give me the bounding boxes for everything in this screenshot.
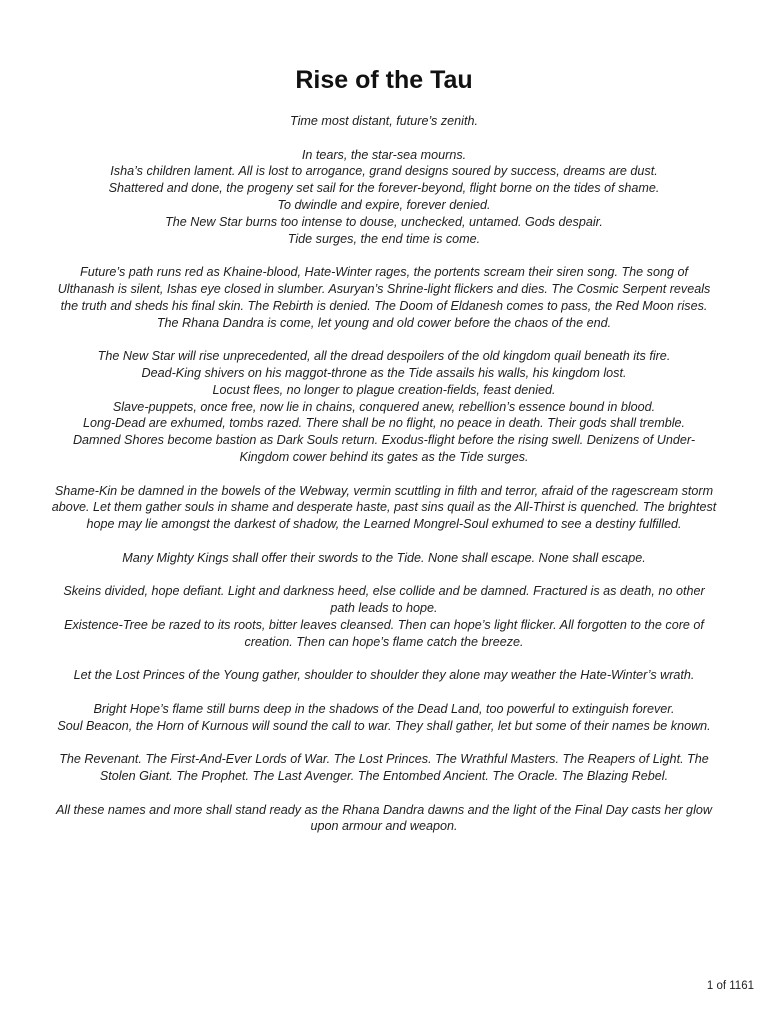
poem-stanza [50, 147, 718, 248]
poem-line: Existence-Tree be razed to its roots, bitter leaves cleansed. Then can hope’s light flicker. All forgotten to the core of creation. Then can hope’s flame catch the breeze. [64, 617, 704, 649]
page-number-indicator: 1 of 1161 [706, 980, 754, 992]
poem-stanza [50, 802, 718, 836]
poem-line: The Rhana Dandra is come, let young and old cower before the chaos of the end. [156, 315, 612, 330]
poem-stanza [50, 583, 718, 650]
poem-line: Slave-puppets, once free, now lie in chains, conquered anew, rebellion’s essence bound in blood. [112, 399, 656, 414]
poem-line: In tears, the star-sea mourns. [301, 147, 467, 162]
poem-line: The New Star will rise unprecedented, all the dread despoilers of the old kingdom quail beneath its fire. [97, 349, 671, 364]
poem-line: Isha’s children lament. All is lost to arrogance, grand designs soured by success, dreams are dust. [110, 164, 658, 179]
poem-line: The Revenant. The First-And-Ever Lords of War. The Lost Princes. The Wrathful Masters. The Reapers of Light. The Stolen Giant. The Prophet. The Last Avenger. The Entombed Ancient. The Oracle. The Blazing Rebel. [59, 752, 709, 784]
poem-line: Many Mighty Kings shall offer their swords to the Tide. None shall escape. None shall escape. [122, 550, 646, 565]
page-title: Rise of the Tau [295, 66, 473, 94]
poem-line: Skeins divided, hope defiant. Light and darkness heed, else collide and be damned. Fractured is as death, no other path leads to hope. [63, 584, 705, 616]
poem-body [50, 113, 718, 852]
poem-line: Long-Dead are exhumed, tombs razed. There shall be no flight, no peace in death. Their gods shall tremble. [82, 416, 686, 431]
poem-line: Locust flees, no longer to plague creation-fields, feast denied. [212, 382, 556, 397]
poem-stanza [50, 667, 718, 684]
poem-line: Bright Hope’s flame still burns deep in the shadows of the Dead Land, too powerful to extinguish forever. [93, 701, 675, 716]
poem-line: Soul Beacon, the Horn of Kurnous will sound the call to war. They shall gather, let but some of their names be known. [57, 718, 711, 733]
poem-stanza [50, 264, 718, 331]
poem-stanza [50, 483, 718, 533]
poem-line: Damned Shores become bastion as Dark Souls return. Exodus-flight before the rising swell. Denizens of Under-Kingdom cower behind its gates as the Tide surges. [72, 433, 696, 464]
poem-stanza [50, 348, 718, 466]
poem-line: Future’s path runs red as Khaine-blood, Hate-Winter rages, the portents scream their siren song. The song of Ulthanash is silent, Ishas eye closed in slumber. Asuryan’s Shrine-light flickers and dies. The Cosmic Serpent reveals the truth and sheds his final skin. The Rebirth is denied. The Doom of Eldanesh comes to pass, the Red Moon rises. [57, 265, 711, 313]
poem-line: Shame-Kin be damned in the bowels of the Webway, vermin scuttling in filth and terror, afraid of the ragescream storm above. Let them gather souls in shame and desperate haste, past sins quail as the All-Thirst is quenched. The brightest hope may lie amongst the darkest of shadow, the Learned Mongrel-Soul exhumed to see a destiny fulfilled. [51, 483, 717, 532]
poem-line: Shattered and done, the progeny set sail for the forever-beyond, flight borne on the tides of shame. [108, 181, 660, 196]
poem-stanza [50, 550, 718, 567]
poem-line: Tide surges, the end time is come. [287, 231, 481, 246]
poem-stanza [50, 751, 718, 785]
poem-line: Let the Lost Princes of the Young gather, shoulder to shoulder they alone may weather the Hate-Winter’s wrath. [73, 668, 695, 683]
poem-stanza [50, 113, 718, 130]
poem-line: The New Star burns too intense to douse, unchecked, untamed. Gods despair. [165, 214, 603, 229]
poem-line: All these names and more shall stand ready as the Rhana Dandra dawns and the light of the Final Day casts her glow upon armour and weapon. [56, 802, 712, 834]
poem-line: To dwindle and expire, forever denied. [277, 197, 491, 212]
poem-line: Dead-King shivers on his maggot-throne as the Tide assails his walls, his kingdom lost. [141, 365, 627, 380]
poem-stanza [50, 701, 718, 735]
poem-line: Time most distant, future’s zenith. [290, 114, 478, 128]
